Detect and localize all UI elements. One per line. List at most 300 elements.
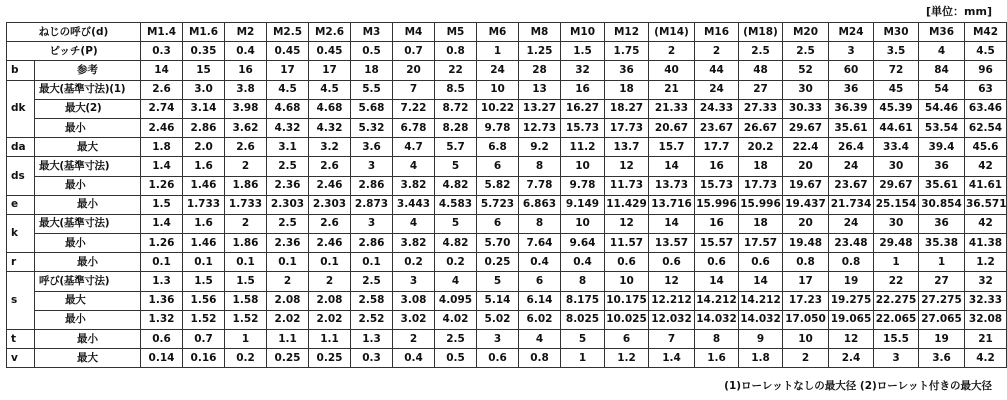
value-cell: 19	[829, 272, 874, 291]
value-cell: 3.6	[919, 349, 965, 368]
value-cell: 1.32	[141, 310, 183, 329]
value-cell: 14	[695, 272, 739, 291]
value-cell: 29.48	[874, 234, 919, 253]
value-cell: 1.8	[739, 349, 783, 368]
value-cell: 27	[739, 80, 783, 99]
value-cell: 6	[477, 157, 519, 176]
value-cell: 2.6	[309, 157, 351, 176]
value-cell: 1.1	[309, 330, 351, 349]
value-cell: 72	[874, 61, 919, 80]
pitch-header-label: ピッチ(P)	[7, 42, 141, 61]
value-cell: 1.26	[141, 234, 183, 253]
value-cell: 3.1	[267, 138, 309, 157]
size-header-cell: M30	[874, 23, 919, 42]
value-cell: 17	[267, 61, 309, 80]
value-cell: 4	[435, 272, 477, 291]
value-cell: 1.4	[649, 349, 695, 368]
value-cell: 12.73	[519, 118, 561, 137]
value-cell: 40	[649, 61, 695, 80]
value-cell: 1.46	[183, 176, 225, 195]
value-cell: 3.82	[393, 234, 435, 253]
value-cell: 19.275	[829, 291, 874, 310]
value-cell: 19.48	[783, 234, 829, 253]
value-cell: 3.02	[393, 310, 435, 329]
value-cell: 0.8	[829, 253, 874, 272]
value-cell: 13.57	[649, 234, 695, 253]
value-cell: 1.52	[225, 310, 267, 329]
pitch-cell: 1	[477, 42, 519, 61]
value-cell: 3.62	[225, 118, 267, 137]
value-cell: 9	[739, 330, 783, 349]
value-cell: 0.5	[435, 349, 477, 368]
value-cell: 1.6	[183, 214, 225, 233]
table-row	[7, 157, 1007, 176]
pitch-cell: 1.5	[561, 42, 605, 61]
value-cell: 3.14	[183, 99, 225, 118]
value-cell: 45.39	[874, 99, 919, 118]
value-cell: 52	[783, 61, 829, 80]
row-label: 呼び(基準寸法)	[35, 272, 141, 291]
value-cell: 14.032	[695, 310, 739, 329]
value-cell: 45.6	[965, 138, 1007, 157]
value-cell: 9.78	[477, 118, 519, 137]
value-cell: 35.61	[829, 118, 874, 137]
value-cell: 3.98	[225, 99, 267, 118]
value-cell: 23.67	[695, 118, 739, 137]
value-cell: 10	[605, 272, 649, 291]
pitch-cell: 3.5	[874, 42, 919, 61]
value-cell: 10	[477, 80, 519, 99]
table-row	[7, 195, 1007, 214]
pitch-cell: 0.45	[309, 42, 351, 61]
value-cell: 2.08	[309, 291, 351, 310]
value-cell: 2.58	[351, 291, 393, 310]
value-cell: 30	[874, 214, 919, 233]
row-label: 最小	[35, 195, 141, 214]
value-cell: 54.46	[919, 99, 965, 118]
value-cell: 1.6	[183, 157, 225, 176]
value-cell: 2.5	[267, 214, 309, 233]
value-cell: 35.61	[919, 176, 965, 195]
value-cell: 1.5	[225, 272, 267, 291]
value-cell: 17.73	[605, 118, 649, 137]
value-cell: 16	[695, 214, 739, 233]
size-header-cell: M20	[783, 23, 829, 42]
value-cell: 0.4	[393, 349, 435, 368]
size-header-cell: M10	[561, 23, 605, 42]
value-cell: 5.82	[477, 176, 519, 195]
value-cell: 24.33	[695, 99, 739, 118]
value-cell: 1.2	[965, 253, 1007, 272]
row-label: 最大	[35, 138, 141, 157]
value-cell: 2.0	[183, 138, 225, 157]
value-cell: 12	[605, 214, 649, 233]
value-cell: 0.25	[477, 253, 519, 272]
value-cell: 7	[649, 330, 695, 349]
value-cell: 8	[695, 330, 739, 349]
row-label: 最小	[35, 253, 141, 272]
pitch-cell: 3	[829, 42, 874, 61]
value-cell: 5	[561, 330, 605, 349]
value-cell: 3.0	[183, 80, 225, 99]
value-cell: 9.2	[519, 138, 561, 157]
row-label: 最大(2)	[35, 99, 141, 118]
value-cell: 5	[435, 157, 477, 176]
value-cell: 2	[225, 157, 267, 176]
value-cell: 21	[649, 80, 695, 99]
value-cell: 16	[561, 80, 605, 99]
value-cell: 20	[393, 61, 435, 80]
value-cell: 20.67	[649, 118, 695, 137]
value-cell: 6	[605, 330, 649, 349]
value-cell: 4	[393, 157, 435, 176]
value-cell: 7.78	[519, 176, 561, 195]
value-cell: 23.48	[829, 234, 874, 253]
row-label: 最小	[35, 176, 141, 195]
value-cell: 6.863	[519, 195, 561, 214]
symbol-cell: e	[7, 195, 35, 214]
value-cell: 1.6	[695, 349, 739, 368]
value-cell: 36	[919, 214, 965, 233]
value-cell: 5.14	[477, 291, 519, 310]
value-cell: 42	[965, 214, 1007, 233]
value-cell: 27	[919, 272, 965, 291]
value-cell: 6.02	[519, 310, 561, 329]
value-cell: 2.873	[351, 195, 393, 214]
value-cell: 2	[783, 349, 829, 368]
value-cell: 21.734	[829, 195, 874, 214]
value-cell: 10.175	[605, 291, 649, 310]
value-cell: 20	[783, 214, 829, 233]
value-cell: 12.212	[649, 291, 695, 310]
size-header-cell: M1.6	[183, 23, 225, 42]
value-cell: 1.3	[351, 330, 393, 349]
value-cell: 1.5	[183, 272, 225, 291]
value-cell: 4.5	[309, 80, 351, 99]
value-cell: 0.6	[605, 253, 649, 272]
value-cell: 1.86	[225, 234, 267, 253]
pitch-cell: 0.45	[267, 42, 309, 61]
symbol-cell: b	[7, 61, 35, 80]
value-cell: 2.6	[309, 214, 351, 233]
value-cell: 28	[519, 61, 561, 80]
value-cell: 32.33	[965, 291, 1007, 310]
value-cell: 14.212	[739, 291, 783, 310]
value-cell: 22.065	[874, 310, 919, 329]
value-cell: 18	[739, 214, 783, 233]
value-cell: 1.52	[183, 310, 225, 329]
value-cell: 8	[519, 157, 561, 176]
value-cell: 17.57	[739, 234, 783, 253]
symbol-cell: r	[7, 253, 35, 272]
table-row	[7, 291, 1007, 310]
value-cell: 2.86	[351, 176, 393, 195]
value-cell: 3.2	[309, 138, 351, 157]
value-cell: 14	[141, 61, 183, 80]
row-label: 最小	[35, 118, 141, 137]
size-header-cell: M42	[965, 23, 1007, 42]
value-cell: 13.716	[649, 195, 695, 214]
size-header-cell: M36	[919, 23, 965, 42]
symbol-cell: k	[7, 214, 35, 252]
pitch-cell: 2.5	[783, 42, 829, 61]
pitch-cell: 0.5	[351, 42, 393, 61]
symbol-cell: t	[7, 330, 35, 349]
value-cell: 21.33	[649, 99, 695, 118]
value-cell: 2.4	[829, 349, 874, 368]
row-label: 最小	[35, 310, 141, 329]
value-cell: 2.6	[225, 138, 267, 157]
value-cell: 0.1	[225, 253, 267, 272]
pitch-cell: 1.75	[605, 42, 649, 61]
value-cell: 1.8	[141, 138, 183, 157]
pitch-cell: 2.5	[739, 42, 783, 61]
value-cell: 0.6	[141, 330, 183, 349]
size-header-cell: M2.5	[267, 23, 309, 42]
value-cell: 3	[393, 272, 435, 291]
value-cell: 19.065	[829, 310, 874, 329]
table-body	[7, 23, 1007, 368]
value-cell: 19.67	[783, 176, 829, 195]
row-label: 最小	[35, 234, 141, 253]
pitch-cell: 0.4	[225, 42, 267, 61]
symbol-cell: ds	[7, 157, 35, 195]
value-cell: 4.095	[435, 291, 477, 310]
value-cell: 2.46	[309, 176, 351, 195]
value-cell: 3.6	[351, 138, 393, 157]
value-cell: 30.33	[783, 99, 829, 118]
value-cell: 17.7	[695, 138, 739, 157]
dimension-table	[6, 22, 1007, 368]
value-cell: 23.67	[829, 176, 874, 195]
value-cell: 0.8	[519, 349, 561, 368]
value-cell: 4.02	[435, 310, 477, 329]
value-cell: 18	[605, 80, 649, 99]
value-cell: 13.7	[605, 138, 649, 157]
value-cell: 27.33	[739, 99, 783, 118]
value-cell: 6	[519, 272, 561, 291]
value-cell: 1.2	[605, 349, 649, 368]
value-cell: 8.175	[561, 291, 605, 310]
value-cell: 4.32	[267, 118, 309, 137]
value-cell: 1.733	[225, 195, 267, 214]
value-cell: 2.36	[267, 234, 309, 253]
table-row	[7, 349, 1007, 368]
value-cell: 14	[739, 272, 783, 291]
value-cell: 5	[477, 272, 519, 291]
value-cell: 0.25	[267, 349, 309, 368]
row-label: 最大(基準寸法)	[35, 214, 141, 233]
value-cell: 22	[435, 61, 477, 80]
table-row	[7, 234, 1007, 253]
value-cell: 60	[829, 61, 874, 80]
value-cell: 2.52	[351, 310, 393, 329]
value-cell: 10.025	[605, 310, 649, 329]
value-cell: 0.1	[309, 253, 351, 272]
value-cell: 36.571	[965, 195, 1007, 214]
value-cell: 10	[783, 330, 829, 349]
size-header-cell: M1.4	[141, 23, 183, 42]
size-header-cell: M12	[605, 23, 649, 42]
value-cell: 12	[605, 157, 649, 176]
value-cell: 2.86	[183, 118, 225, 137]
value-cell: 7.22	[393, 99, 435, 118]
size-header-cell: M2.6	[309, 23, 351, 42]
pitch-cell: 2	[649, 42, 695, 61]
value-cell: 1	[561, 349, 605, 368]
symbol-cell: s	[7, 272, 35, 330]
value-cell: 0.1	[183, 253, 225, 272]
value-cell: 14	[649, 214, 695, 233]
value-cell: 4.7	[393, 138, 435, 157]
symbol-cell: v	[7, 349, 35, 368]
value-cell: 4	[519, 330, 561, 349]
value-cell: 63	[965, 80, 1007, 99]
value-cell: 41.61	[965, 176, 1007, 195]
table-row	[7, 138, 1007, 157]
table-row	[7, 61, 1007, 80]
value-cell: 16	[225, 61, 267, 80]
value-cell: 1.3	[141, 272, 183, 291]
value-cell: 29.67	[874, 176, 919, 195]
value-cell: 6.78	[393, 118, 435, 137]
value-cell: 1	[225, 330, 267, 349]
value-cell: 2.5	[435, 330, 477, 349]
value-cell: 2.6	[141, 80, 183, 99]
symbol-cell: dk	[7, 80, 35, 138]
value-cell: 0.4	[561, 253, 605, 272]
value-cell: 36	[919, 157, 965, 176]
value-cell: 30	[783, 80, 829, 99]
value-cell: 6.14	[519, 291, 561, 310]
value-cell: 32.08	[965, 310, 1007, 329]
value-cell: 17	[783, 272, 829, 291]
value-cell: 26.67	[739, 118, 783, 137]
value-cell: 0.2	[225, 349, 267, 368]
value-cell: 11.2	[561, 138, 605, 157]
value-cell: 0.14	[141, 349, 183, 368]
value-cell: 2.303	[309, 195, 351, 214]
value-cell: 3.08	[393, 291, 435, 310]
value-cell: 30.854	[919, 195, 965, 214]
value-cell: 5.32	[351, 118, 393, 137]
value-cell: 11.429	[605, 195, 649, 214]
value-cell: 0.2	[435, 253, 477, 272]
value-cell: 45	[874, 80, 919, 99]
pitch-cell: 4.5	[965, 42, 1007, 61]
size-header-cell: M16	[695, 23, 739, 42]
value-cell: 24	[829, 157, 874, 176]
size-header-cell: (M18)	[739, 23, 783, 42]
value-cell: 1.4	[141, 157, 183, 176]
value-cell: 16.27	[561, 99, 605, 118]
value-cell: 0.6	[695, 253, 739, 272]
value-cell: 1.4	[141, 214, 183, 233]
table-row	[7, 99, 1007, 118]
value-cell: 14.212	[695, 291, 739, 310]
value-cell: 9.64	[561, 234, 605, 253]
value-cell: 2.74	[141, 99, 183, 118]
value-cell: 0.1	[141, 253, 183, 272]
value-cell: 15.996	[739, 195, 783, 214]
value-cell: 36.39	[829, 99, 874, 118]
value-cell: 4.5	[267, 80, 309, 99]
value-cell: 25.154	[874, 195, 919, 214]
value-cell: 0.3	[351, 349, 393, 368]
header-row-pitch	[7, 42, 1007, 61]
pitch-cell: 2	[695, 42, 739, 61]
value-cell: 2	[393, 330, 435, 349]
value-cell: 1.56	[183, 291, 225, 310]
symbol-cell: da	[7, 138, 35, 157]
value-cell: 14.032	[739, 310, 783, 329]
value-cell: 2.303	[267, 195, 309, 214]
value-cell: 32	[561, 61, 605, 80]
value-cell: 2.46	[309, 234, 351, 253]
value-cell: 3	[874, 349, 919, 368]
value-cell: 2.08	[267, 291, 309, 310]
value-cell: 12.032	[649, 310, 695, 329]
row-label: 最大	[35, 349, 141, 368]
value-cell: 2.02	[267, 310, 309, 329]
value-cell: 0.6	[739, 253, 783, 272]
value-cell: 10.22	[477, 99, 519, 118]
value-cell: 3	[351, 157, 393, 176]
value-cell: 63.46	[965, 99, 1007, 118]
value-cell: 1.1	[267, 330, 309, 349]
value-cell: 7	[393, 80, 435, 99]
value-cell: 5.723	[477, 195, 519, 214]
value-cell: 27.065	[919, 310, 965, 329]
value-cell: 15.5	[874, 330, 919, 349]
value-cell: 17.73	[739, 176, 783, 195]
value-cell: 1.58	[225, 291, 267, 310]
value-cell: 8	[519, 214, 561, 233]
value-cell: 2	[309, 272, 351, 291]
value-cell: 0.8	[783, 253, 829, 272]
size-header-cell: M4	[393, 23, 435, 42]
value-cell: 17	[309, 61, 351, 80]
value-cell: 26.4	[829, 138, 874, 157]
value-cell: 4	[393, 214, 435, 233]
size-header-cell: M2	[225, 23, 267, 42]
value-cell: 14	[649, 157, 695, 176]
value-cell: 53.54	[919, 118, 965, 137]
value-cell: 4.68	[309, 99, 351, 118]
value-cell: 17.23	[783, 291, 829, 310]
value-cell: 2.36	[267, 176, 309, 195]
value-cell: 1.46	[183, 234, 225, 253]
value-cell: 0.4	[519, 253, 561, 272]
size-header-cell: (M14)	[649, 23, 695, 42]
pitch-cell: 4	[919, 42, 965, 61]
row-label: 最大(基準寸法)(1)	[35, 80, 141, 99]
value-cell: 84	[919, 61, 965, 80]
size-header-cell: M5	[435, 23, 477, 42]
size-header-cell: M6	[477, 23, 519, 42]
value-cell: 10	[561, 214, 605, 233]
value-cell: 32	[965, 272, 1007, 291]
value-cell: 5.02	[477, 310, 519, 329]
value-cell: 15.996	[695, 195, 739, 214]
value-cell: 30	[874, 157, 919, 176]
value-cell: 5.70	[477, 234, 519, 253]
value-cell: 4.68	[267, 99, 309, 118]
value-cell: 18.27	[605, 99, 649, 118]
value-cell: 36	[605, 61, 649, 80]
value-cell: 1	[919, 253, 965, 272]
value-cell: 2.02	[309, 310, 351, 329]
